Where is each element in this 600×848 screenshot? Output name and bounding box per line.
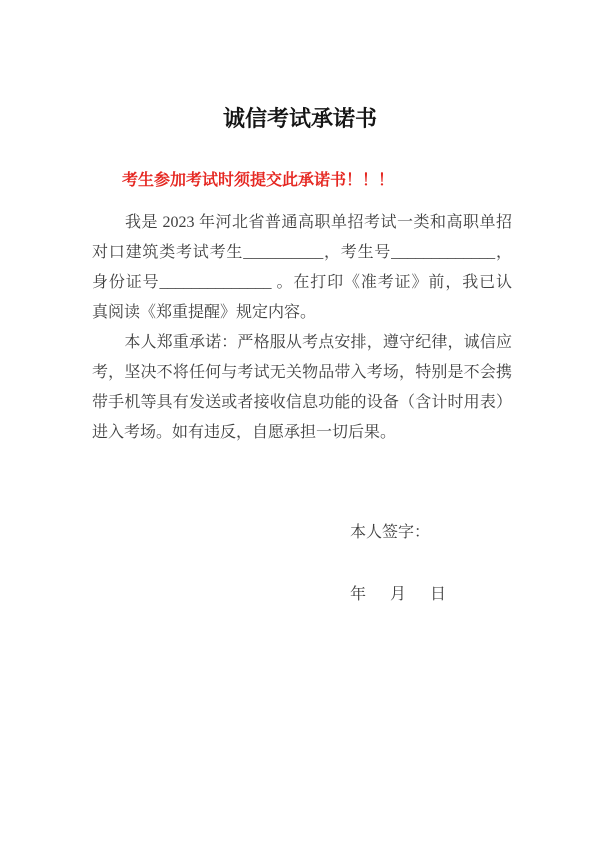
body-line: 我是 2023 年河北省普通高职单招考试一类和高职单招 [92, 214, 512, 231]
date-line [350, 585, 446, 605]
body-line: 带手机等具有发送或者接收信息功能的设备（含计时用表） [92, 394, 512, 411]
body-line: 身份证号______________ 。在打印《准考证》前，我已认 [92, 274, 512, 291]
body-line: 本人郑重承诺：严格服从考点安排，遵守纪律，诚信应 [92, 334, 512, 351]
body-line: 真阅读《郑重提醒》规定内容。 [92, 304, 317, 321]
year-label: 年 [350, 586, 367, 603]
exam-notice: 考生参加考试时须提交此承诺书！！！ [122, 172, 395, 189]
month-label: 月 [390, 586, 407, 603]
day-label: 日 [430, 586, 447, 603]
signature-label: 本人签字： [350, 524, 431, 541]
body-line: 进入考场。如有违反，自愿承担一切后果。 [92, 424, 397, 441]
document-title: 诚信考试承诺书 [222, 106, 377, 131]
body-line: 对口建筑类考试考生__________，考生号_____________， [92, 244, 512, 261]
body-line: 考，坚决不将任何与考试无关物品带入考场，特别是不会携 [92, 364, 512, 381]
document-body [92, 208, 512, 448]
